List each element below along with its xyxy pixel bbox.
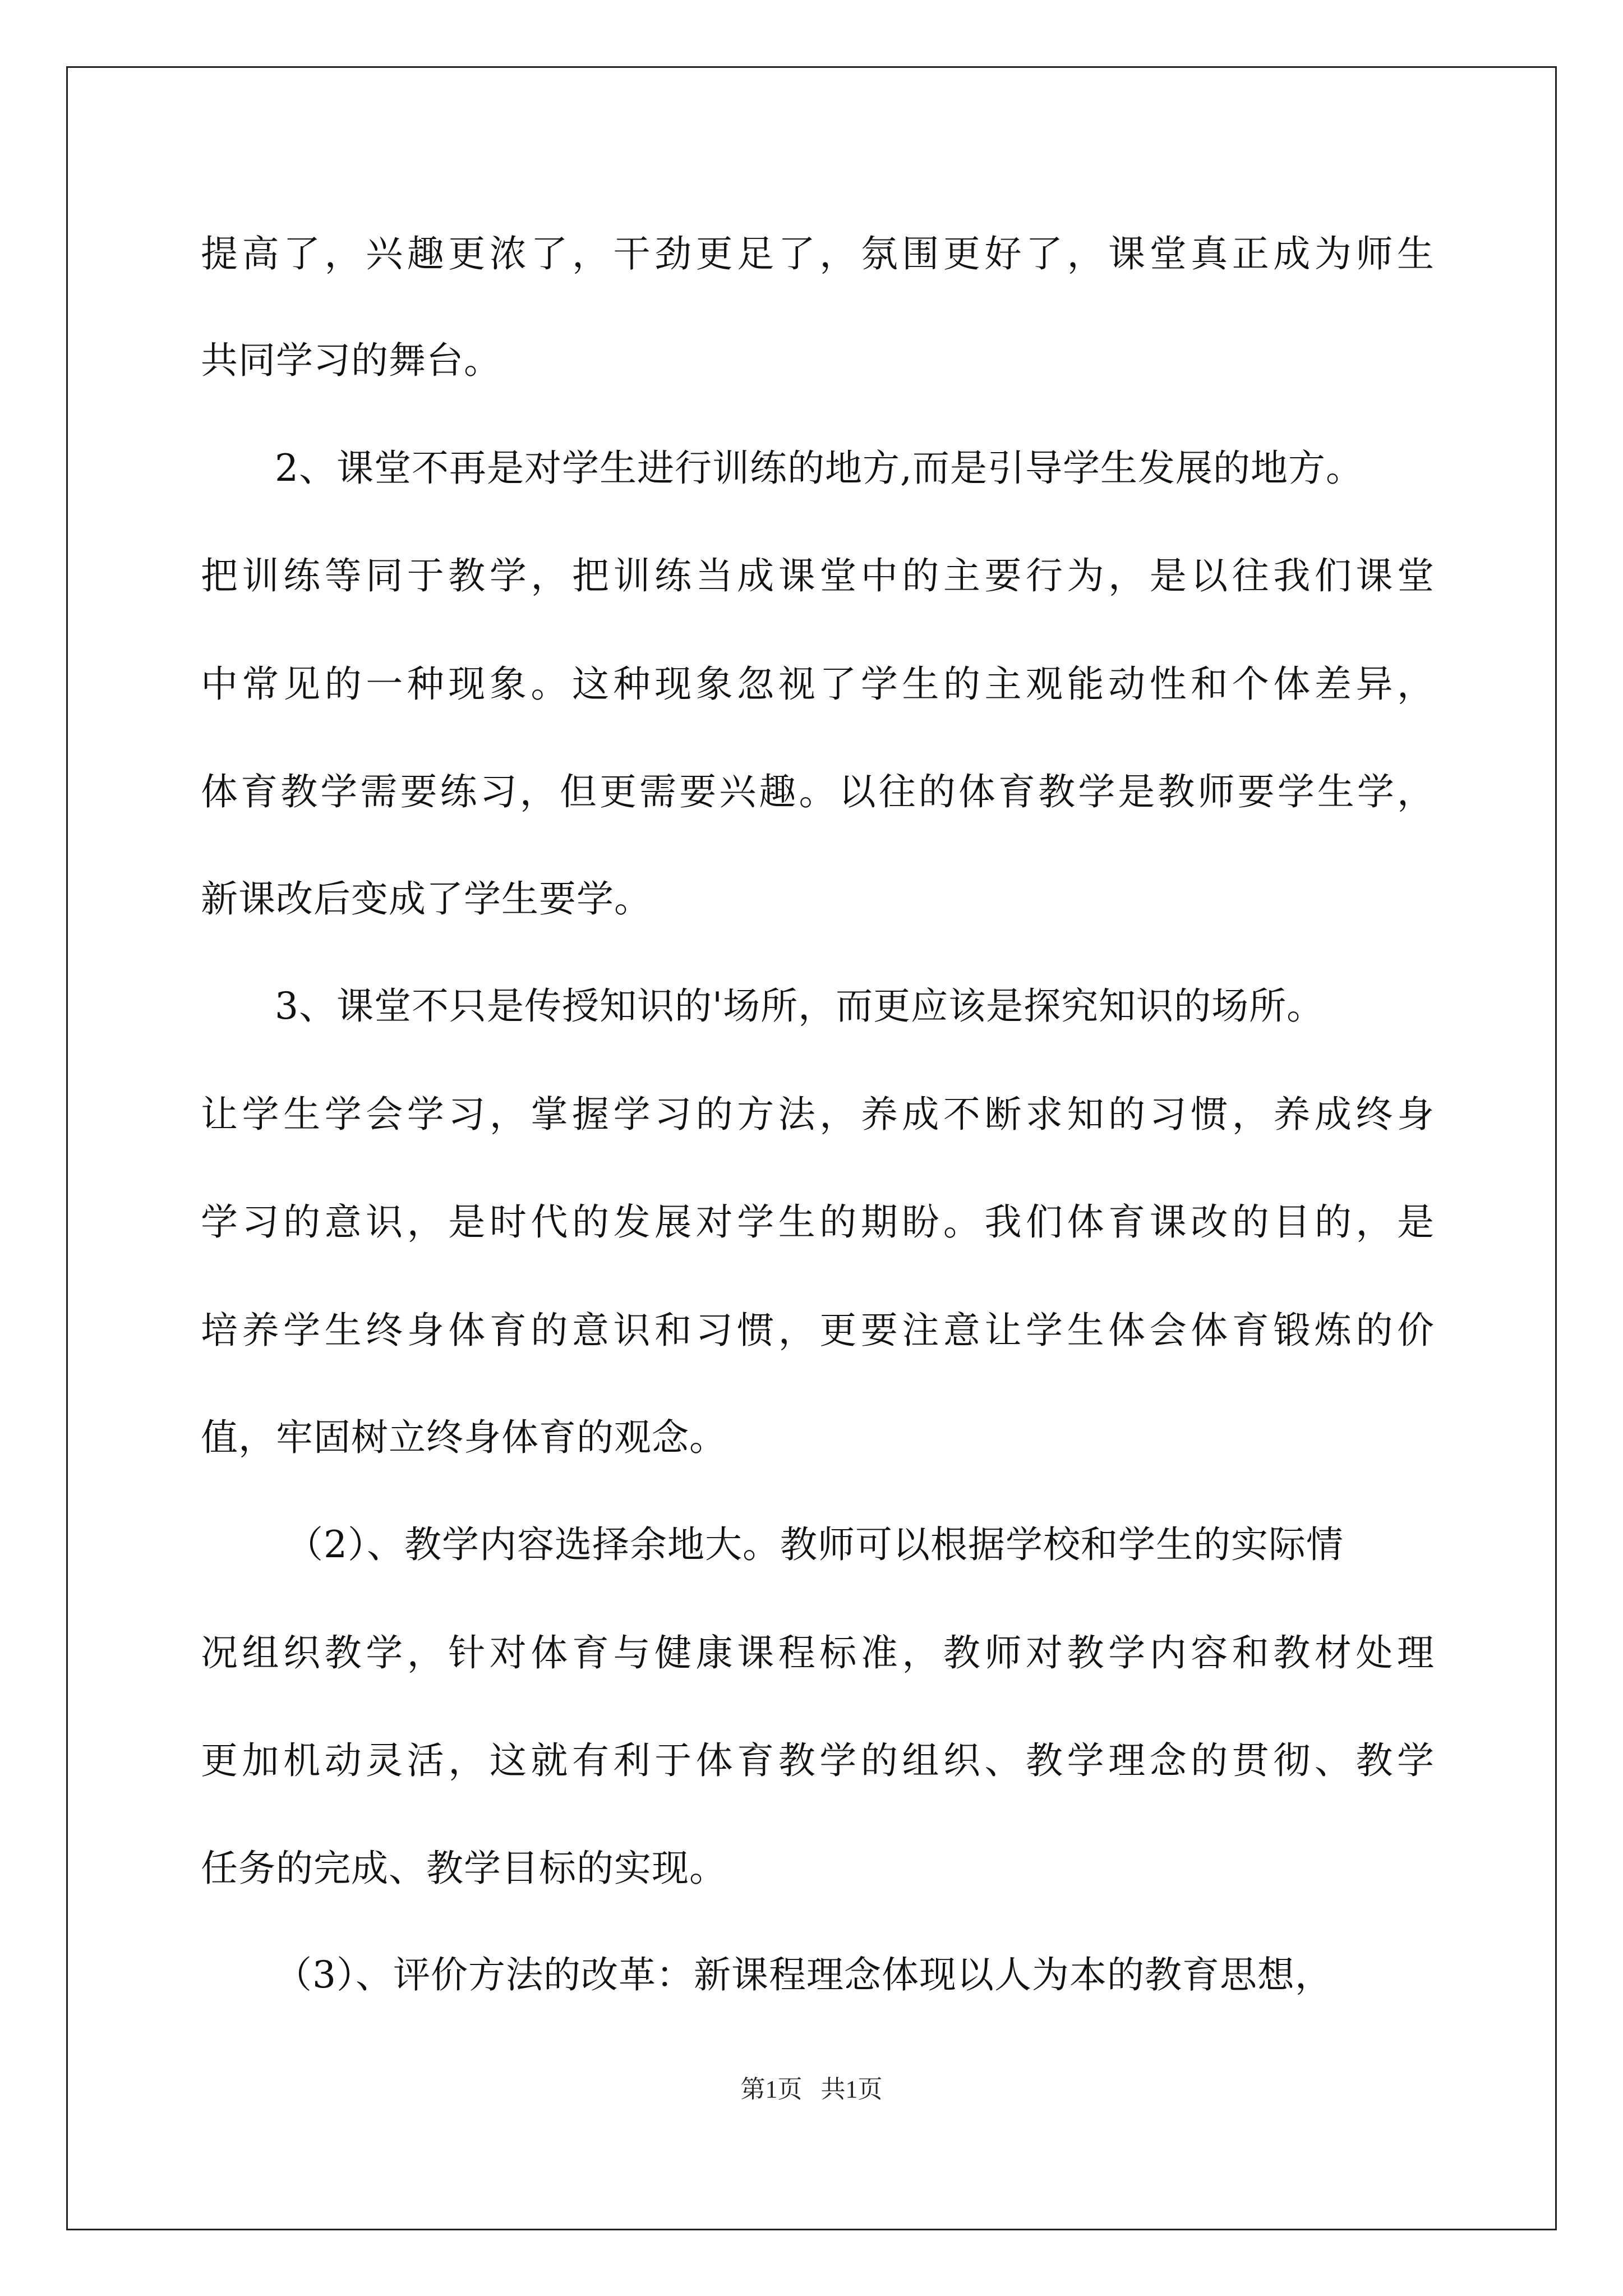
paragraph-start-line: （2）、教学内容选择余地大。教师可以根据学校和学生的实际情	[286, 1523, 1344, 1566]
text-line: 中常见的一种现象。这种现象忽视了学生的主观能动性和个体差异，	[201, 662, 1435, 706]
text-line: 把训练等同于教学，把训练当成课堂中的主要行为，是以往我们课堂	[201, 554, 1435, 597]
text-line: 值，牢固树立终身体育的观念。	[201, 1416, 727, 1459]
text-line: 培养学生终身体育的意识和习惯，更要注意让学生体会体育锻炼的价	[201, 1309, 1435, 1352]
paragraph-start-line: 2、课堂不再是对学生进行训练的地方,而是引导学生发展的地方。	[275, 447, 1363, 490]
paragraph-start-line: 3、课堂不只是传授知识的'场所，而更应该是探究知识的场所。	[275, 984, 1325, 1028]
text-line: 让学生学会学习，掌握学习的方法，养成不断求知的习惯，养成终身	[201, 1093, 1435, 1136]
page-footer: 第1页 共1页	[740, 2076, 883, 2103]
text-line: 共同学习的舞台。	[201, 339, 501, 382]
text-line: 更加机动灵活，这就有利于体育教学的组织、教学理念的贯彻、教学	[201, 1739, 1435, 1782]
text-line: 任务的完成、教学目标的实现。	[201, 1847, 727, 1890]
text-line: 况组织教学，针对体育与健康课程标准，教师对教学内容和教材处理	[201, 1631, 1435, 1674]
paragraph-start-line: （3）、评价方法的改革：新课程理念体现以人为本的教育思想，	[275, 1953, 1332, 1996]
text-line: 学习的意识，是时代的发展对学生的期盼。我们体育课改的目的，是	[201, 1200, 1435, 1244]
text-line: 新课改后变成了学生要学。	[201, 877, 652, 921]
text-line: 提高了，兴趣更浓了，干劲更足了，氛围更好了，课堂真正成为师生	[201, 232, 1435, 275]
text-line: 体育教学需要练习，但更需要兴趣。以往的体育教学是教师要学生学，	[201, 770, 1435, 813]
